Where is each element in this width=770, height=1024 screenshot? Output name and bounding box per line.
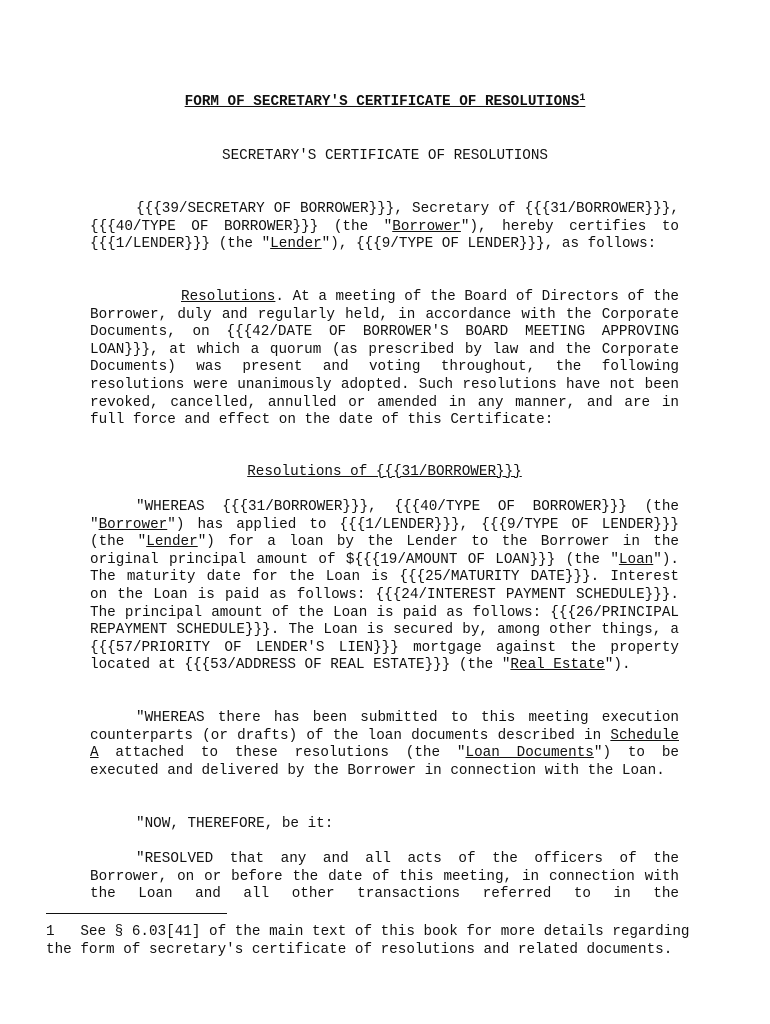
title-text: FORM OF SECRETARY'S CERTIFICATE OF RESOLUTIONS [184,94,580,110]
lender-defined-term: Lender [270,236,322,253]
footnote-text: See § 6.03[41] of the main text of this book for more details regarding the form of secretary's certificate of resolutions and related documents. [46,924,690,958]
real-estate-defined-term: Real Estate [510,657,605,674]
loan-documents-defined-term: Loan Documents [465,745,594,762]
resolved-paragraph: "RESOLVED that any and all acts of the officers of the Borrower, on or before the date of this meeting, in connection with the Loan and all other transactions referred to in the [90,851,679,903]
lender-defined-term: Lender [146,534,198,551]
intro-paragraph: {{{39/SECRETARY OF BORROWER}}}, Secretary of {{{31/BORROWER}}}, {{{40/TYPE OF BORROWER}}} (the "Borrower"), hereby certifies to {{{1/LENDER}}} (the "Lender"), {{{9/TYPE OF LENDER}}}, as follows: [90,201,679,253]
borrower-defined-term: Borrower [98,516,168,533]
schedule-a-reference: Schedule A [90,727,679,762]
resolutions-paragraph: Resolutions. At a meeting of the Board of Directors of the Borrower, duly and regularly held, in accordance with the Corporate Documents, on {{{42/DATE OF BORROWER'S BOARD MEETING APPROVING LOAN}}}, at which a quorum (as prescribed by law and the Corporate Documents) was present and voting throughout, the following resolutions were unanimously adopted. Such resolutions have not been revoked, cancelled, annulled or amended in any manner, and are in full force and effect on the date of this Certificate: [90,289,679,429]
borrower-defined-term: Borrower [392,218,461,235]
loan-defined-term: Loan [618,551,654,568]
certificate-subtitle: SECRETARY'S CERTIFICATE OF RESOLUTIONS [221,148,549,164]
document-title [0,94,770,112]
resolutions-heading: Resolutions [181,289,276,305]
now-therefore-paragraph: "NOW, THEREFORE, be it: [136,816,334,832]
whereas-documents-paragraph: "WHEREAS there has been submitted to this meeting execution counterparts (or drafts) of the loan documents described in Schedule A attached to these resolutions (the "Loan Documents") to be executed and delivered by the Borrower in connection with the Loan. [90,710,679,779]
footnote [46,924,706,959]
footnote-number: 1 [46,924,55,940]
resolutions-of-heading: Resolutions of {{{31/BORROWER}}} [247,464,522,480]
whereas-loan-paragraph: "WHEREAS {{{31/BORROWER}}}, {{{40/TYPE OF BORROWER}}} (the "Borrower") has applied to {{{1/LENDER}}}, {{{9/TYPE OF LENDER}}} (the "Lender") for a loan by the Lender to the Borrower in the original principal amount of ${{{19/AMOUNT OF LOAN}}} (the "Loan"). The maturity date for the Loan is {{{25/MATURITY DATE}}}. Interest on the Loan is paid as follows: {{{24/INTEREST PAYMENT SCHEDULE}}}. The principal amount of the Loan is paid as follows: {{{26/PRINCIPAL REPAYMENT SCHEDULE}}}. The Loan is secured by, among other things, a {{{57/PRIORITY OF LENDER'S LIEN}}} mortgage against the property located at {{{53/ADDRESS OF REAL ESTATE}}} (the "Real Estate"). [90,499,679,674]
footnote-divider [46,913,227,914]
title-footnote-mark[interactable]: 1 [579,93,586,104]
